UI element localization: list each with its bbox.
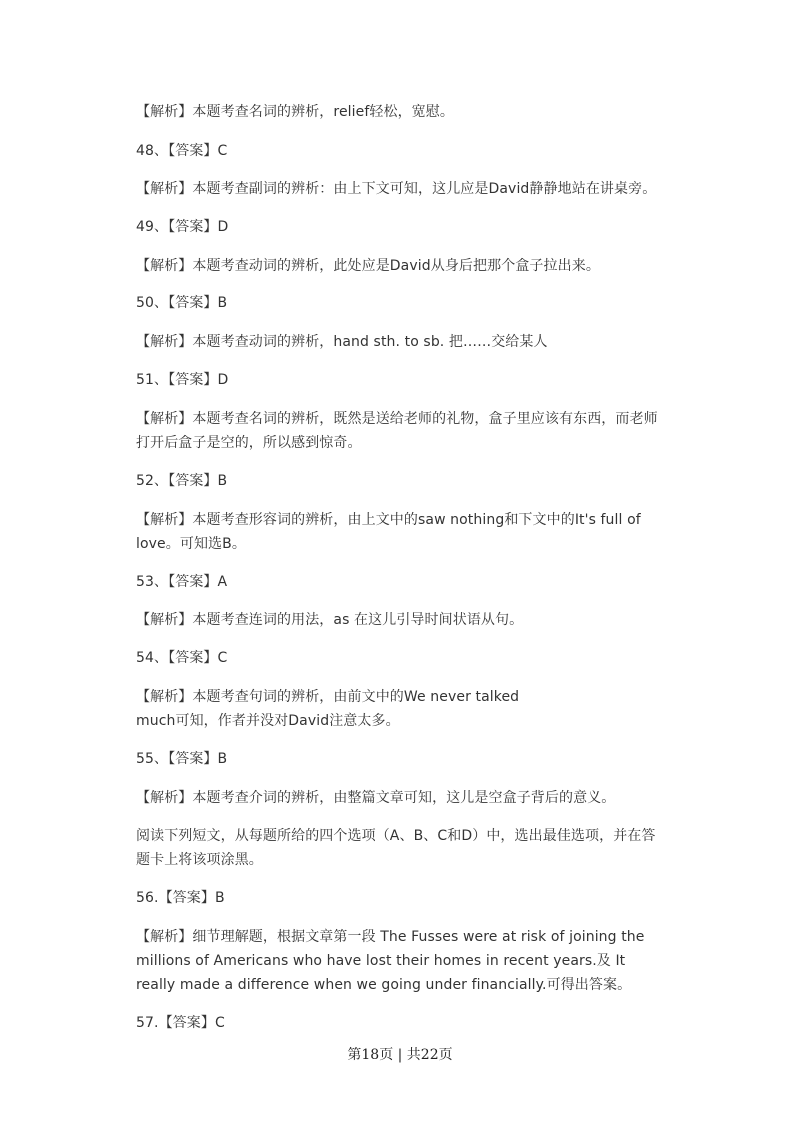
page-footer: 第18页 | 共22页: [347, 1047, 453, 1063]
reading-instructions-line2: 题卡上将该项涂黑。: [136, 852, 263, 868]
analysis-51-line1: 【解析】本题考查名词的辨析，既然是送给老师的礼物，盒子里应该有东西，而老师: [136, 411, 658, 427]
analysis-49: 【解析】本题考查动词的辨析，此处应是David从身后把那个盒子拉出来。: [136, 258, 600, 274]
analysis-48: 【解析】本题考查副词的辨析：由上下文可知，这儿应是David静静地站在讲桌旁。: [136, 181, 657, 197]
analysis-54-line2: much可知，作者并没对David注意太多。: [136, 713, 400, 729]
analysis-56-line3: really made a difference when we going under financially.可得出答案。: [136, 977, 632, 993]
analysis-54-line1: 【解析】本题考查句词的辨析，由前文中的We never talked: [136, 689, 520, 705]
answer-54: 54、【答案】C: [136, 650, 228, 666]
answer-48: 48、【答案】C: [136, 143, 228, 159]
answer-56: 56.【答案】B: [136, 890, 225, 906]
analysis-55: 【解析】本题考查介词的辨析，由整篇文章可知，这儿是空盒子背后的意义。: [136, 790, 616, 806]
answer-55: 55、【答案】B: [136, 751, 228, 767]
answer-57: 57.【答案】C: [136, 1015, 225, 1031]
answer-53: 53、【答案】A: [136, 574, 228, 590]
analysis-56-line2: millions of Americans who have lost their homes in recent years.及 It: [136, 953, 626, 969]
analysis-52-line1: 【解析】本题考查形容词的辨析，由上文中的saw nothing和下文中的It's full of: [136, 512, 641, 528]
analysis-47: 【解析】本题考查名词的辨析，relief轻松，宽慰。: [136, 104, 454, 120]
answer-50: 50、【答案】B: [136, 295, 228, 311]
analysis-51-line2: 打开后盒子是空的，所以感到惊奇。: [136, 435, 362, 451]
analysis-56-line1: 【解析】细节理解题，根据文章第一段 The Fusses were at risk of joining the: [136, 929, 645, 945]
answer-51: 51、【答案】D: [136, 372, 229, 388]
answer-49: 49、【答案】D: [136, 219, 229, 235]
analysis-50: 【解析】本题考查动词的辨析，hand sth. to sb. 把……交给某人: [136, 334, 548, 350]
answer-52: 52、【答案】B: [136, 473, 228, 489]
analysis-53: 【解析】本题考查连词的用法，as 在这儿引导时间状语从句。: [136, 612, 524, 628]
analysis-52-line2: love。可知选B。: [136, 536, 246, 552]
reading-instructions-line1: 阅读下列短文，从每题所给的四个选项（A、B、C和D）中，选出最佳选项，并在答: [136, 828, 656, 844]
